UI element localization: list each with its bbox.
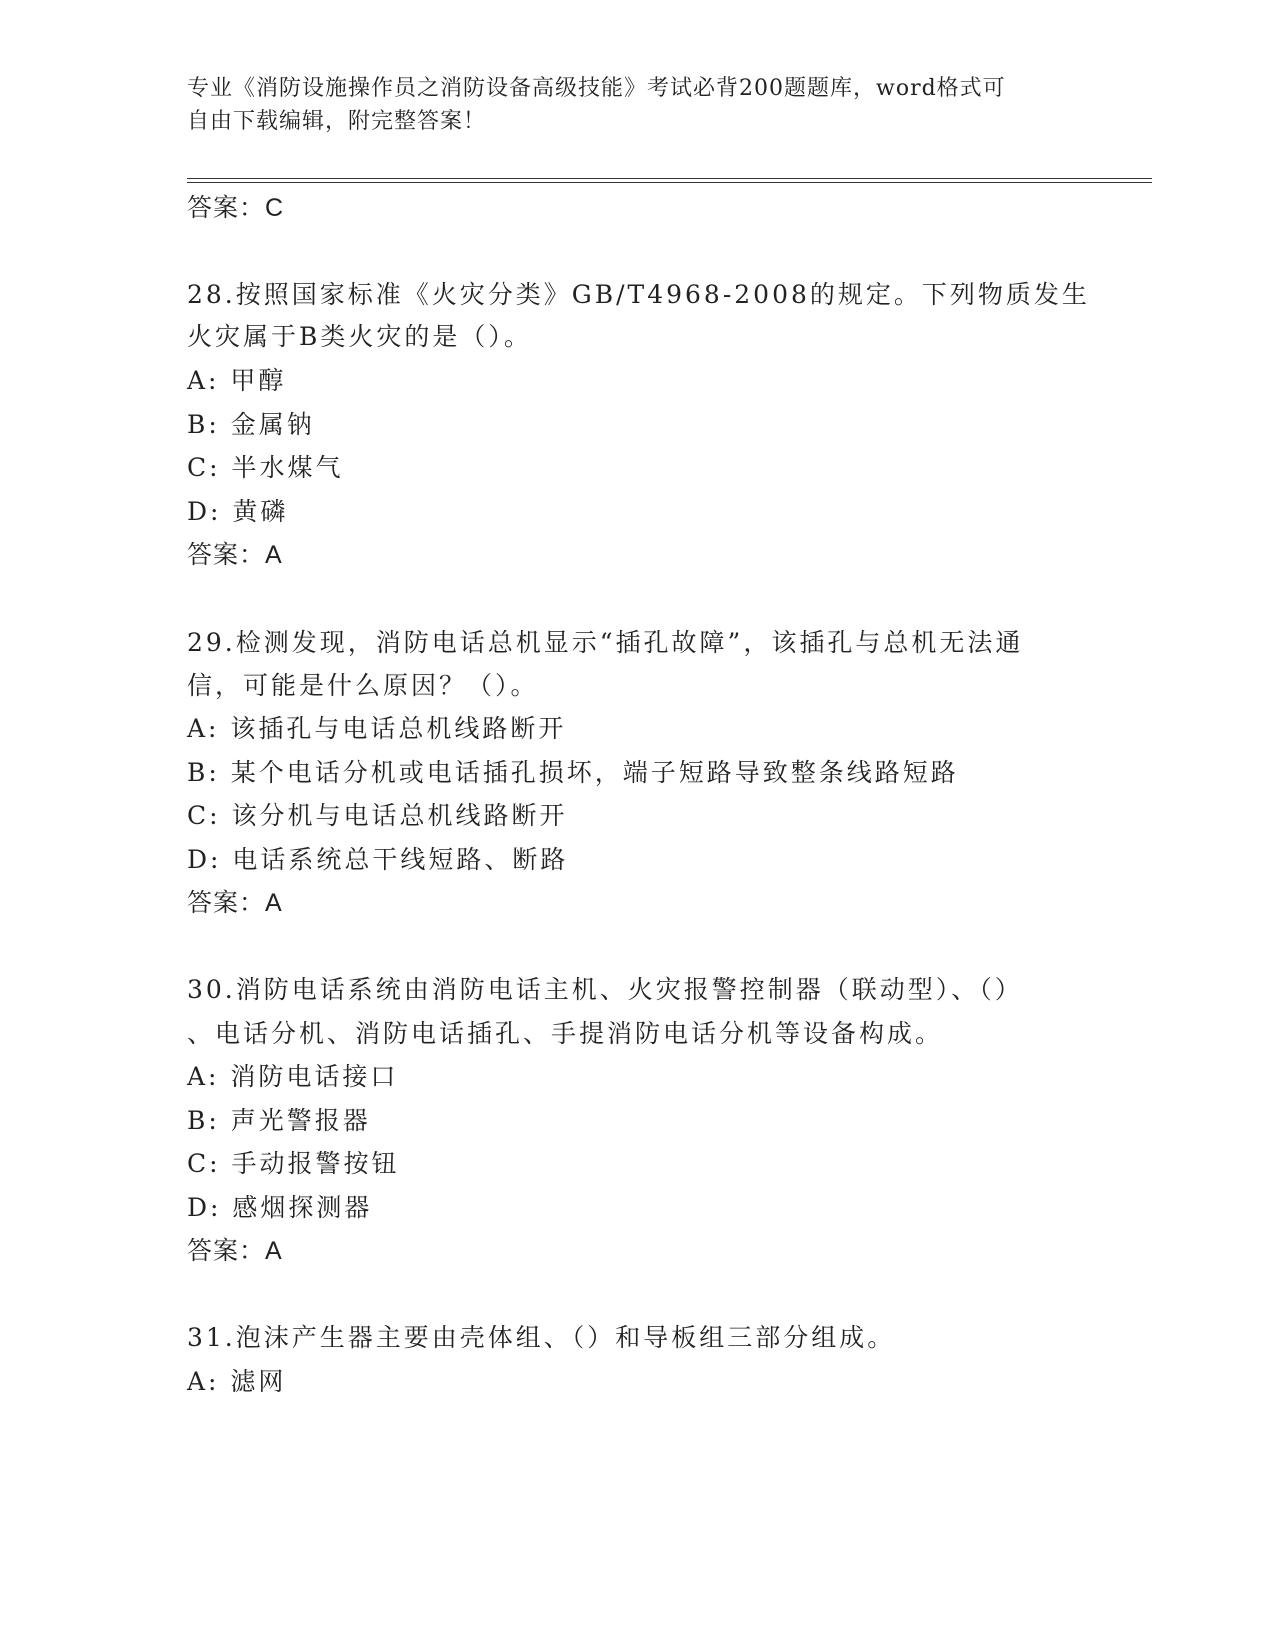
question-29-stem-line-2: 信，可能是什么原因？（）。 — [187, 671, 539, 700]
question-29-stem-line-1: 29.检测发现，消防电话总机显示“插孔故障”，该插孔与总机无法通 — [187, 628, 1024, 657]
question-28-option-d: D: 黄磷 — [187, 497, 289, 526]
header-divider-bottom — [187, 182, 1152, 183]
document-header — [187, 72, 1067, 138]
answer-label: 答案： — [187, 1237, 266, 1265]
question-29-option-a: A: 该插孔与电话总机线路断开 — [187, 714, 567, 743]
question-29-option-d: D: 电话系统总干线短路、断路 — [187, 845, 569, 874]
answer-value: A — [265, 541, 283, 569]
question-30-stem-line-1: 30.消防电话系统由消防电话主机、火灾报警控制器（联动型）、（） — [187, 975, 1023, 1004]
previous-answer — [187, 193, 284, 223]
answer-value: A — [265, 1237, 283, 1265]
question-31-stem-line-1: 31.泡沫产生器主要由壳体组、（）和导板组三部分组成。 — [187, 1323, 896, 1352]
question-28-answer — [187, 540, 283, 570]
answer-label: 答案： — [187, 889, 266, 917]
question-30-option-d: D: 感烟探测器 — [187, 1193, 373, 1222]
question-29-option-c: C: 该分机与电话总机线路断开 — [187, 801, 568, 830]
question-28-option-a: A: 甲醇 — [187, 366, 287, 395]
question-28-option-c: C: 半水煤气 — [187, 453, 344, 482]
question-31-option-a: A: 滤网 — [187, 1367, 287, 1396]
header-line-2: 自由下载编辑，附完整答案！ — [187, 109, 487, 134]
question-30-answer — [187, 1236, 283, 1266]
answer-label: 答案： — [187, 194, 266, 222]
question-30-option-c: C: 手动报警按钮 — [187, 1149, 400, 1178]
question-29-option-b: B: 某个电话分机或电话插孔损坏，端子短路导致整条线路短路 — [187, 758, 959, 787]
header-divider-top — [187, 178, 1152, 179]
question-30-stem-line-2: 、电话分机、消防电话插孔、手提消防电话分机等设备构成。 — [187, 1019, 944, 1048]
question-30-option-a: A: 消防电话接口 — [187, 1062, 399, 1091]
question-28-option-b: B: 金属钠 — [187, 410, 315, 439]
question-28-stem-line-2: 火灾属于B类火灾的是（）。 — [187, 322, 532, 351]
answer-value: A — [265, 889, 283, 917]
header-line-1: 专业《消防设施操作员之消防设备高级技能》考试必背200题题库，word格式可 — [187, 76, 1006, 101]
question-29-answer — [187, 888, 283, 918]
answer-value: C — [265, 194, 285, 222]
answer-label: 答案： — [187, 541, 266, 569]
question-30-option-b: B: 声光警报器 — [187, 1106, 371, 1135]
question-28-stem-line-1: 28.按照国家标准《火灾分类》GB/T4968-2008的规定。下列物质发生 — [187, 280, 1090, 309]
